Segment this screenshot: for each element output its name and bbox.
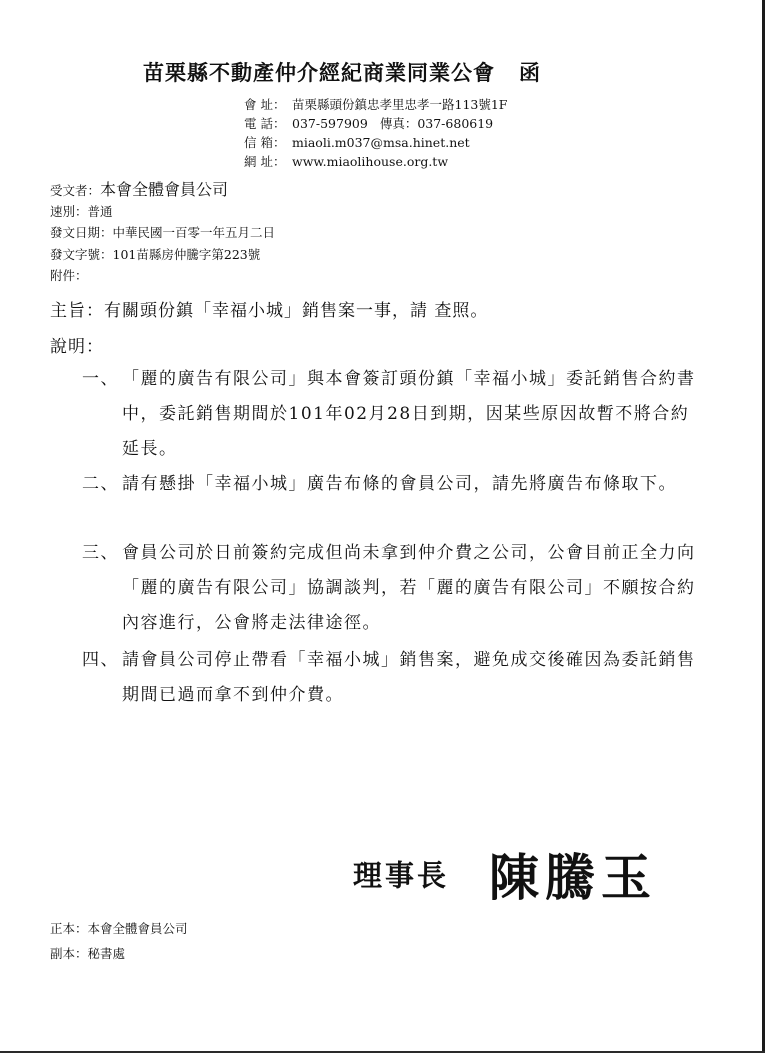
document-title [143,57,541,87]
subject-label: 主旨： [50,301,104,321]
document-type: 函 [519,60,541,85]
contact-email [244,133,470,152]
recipient-value: 本會全體會員公司 [100,180,229,199]
chairman-title: 理事長 [353,858,450,893]
item-number: 一、 [82,369,119,389]
item-number: 四、 [82,650,119,670]
phone-label: 電 話： [244,116,286,131]
reference-line [50,245,260,263]
recipient-line [50,177,228,200]
copy-value: 秘書處 [87,946,126,961]
original-value: 本會全體會員公司 [87,921,188,936]
item-text: 「麗的廣告有限公司」與本會簽訂頭份鎮「幸福小城」委託銷售合約書中，委託銷售期間於101年02月28日到期，因某些原因故暫不將合約延長。 [122,369,696,459]
email-label: 信 箱： [244,135,286,150]
attachment-label: 附件： [50,268,88,283]
subject-line [50,296,488,321]
date-label: 發文日期： [50,225,113,240]
chairman-signature: 陳騰玉 [489,848,658,907]
explanation-item-2 [82,467,702,502]
fax-label: 傳真： [379,116,418,131]
speed-label: 速別： [50,204,88,219]
original-distribution [50,919,188,937]
date-value: 中華民國一百零一年五月二日 [112,225,276,240]
recipient-label: 受文者： [50,183,101,198]
speed-line [50,202,113,220]
item-text: 請有懸掛「幸福小城」廣告布條的會員公司，請先將廣告布條取下。 [122,474,677,494]
contact-phone [244,114,493,133]
item-text: 請會員公司停止帶看「幸福小城」銷售案，避免成交後確因為委託銷售期間已過而拿不到仲介費。 [122,650,696,705]
address-value: 苗栗縣頭份鎮忠孝里忠孝一路113號1F [292,97,508,112]
contact-website [244,152,448,171]
organization-name: 苗栗縣不動產仲介經紀商業同業公會 [143,60,495,85]
original-label: 正本： [50,921,88,936]
speed-value: 普通 [87,204,113,219]
address-label: 會 址： [244,97,286,112]
item-number: 二、 [82,474,119,494]
date-line [50,223,275,241]
contact-address [244,95,508,114]
attachment-line [50,266,88,284]
explanation-item-1 [82,362,702,467]
explanation-label: 說明： [50,337,104,357]
signature-block [353,838,657,910]
item-number: 三、 [82,543,119,563]
web-value: www.miaolihouse.org.tw [292,154,449,169]
copy-distribution [50,944,125,962]
phone-value: 037-597909 [292,116,368,131]
subject-text: 有關頭份鎮「幸福小城」銷售案一事，請 查照。 [104,301,489,321]
item-text: 會員公司於日前簽約完成但尚未拿到仲介費之公司，公會目前正全力向「麗的廣告有限公司」協調談判，若「麗的廣告有限公司」不願按合約內容進行，公會將走法律途徑。 [122,543,696,633]
email-value: miaoli.m037@msa.hinet.net [292,135,470,150]
explanation-item-4 [82,643,702,713]
reference-label: 發文字號： [50,247,113,262]
fax-value: 037-680619 [417,116,494,131]
copy-label: 副本： [50,946,88,961]
web-label: 網 址： [244,154,286,169]
reference-value: 101苗縣房仲騰字第223號 [112,247,261,262]
explanation-item-3 [82,536,702,641]
